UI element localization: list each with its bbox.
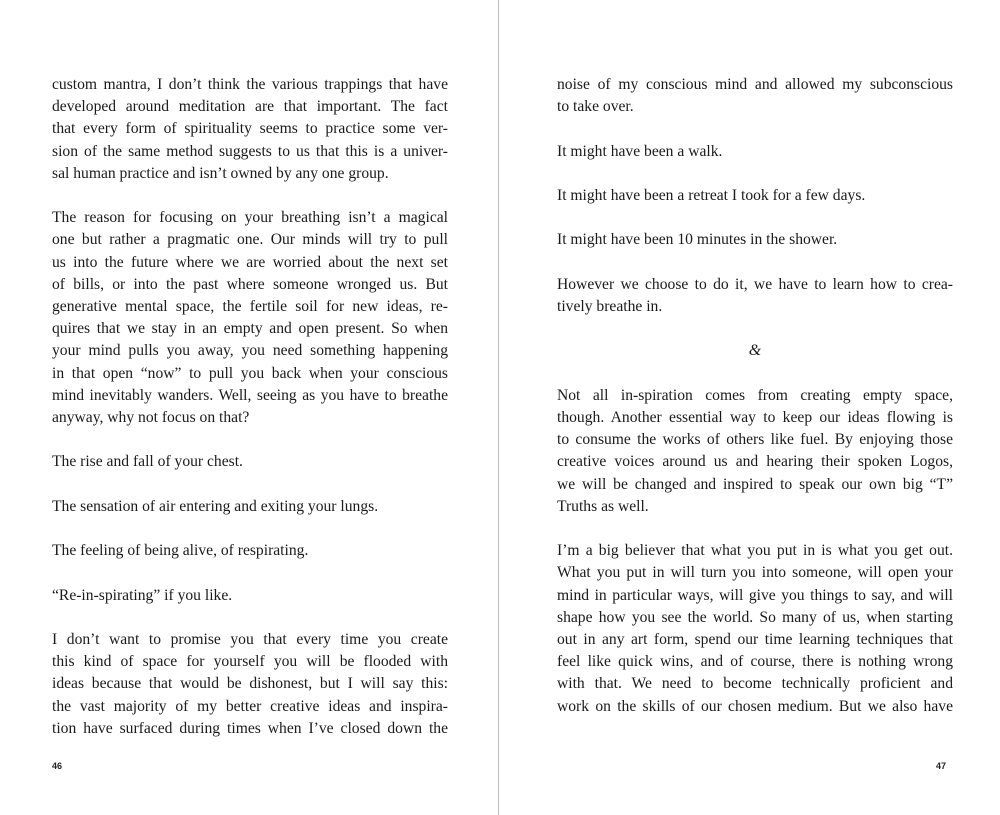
- paragraph: [557, 540, 953, 718]
- text-line: I’m a big believer that what you put in is what you get out.: [557, 542, 953, 560]
- text-line: It might have been a retreat I took for a few days.: [557, 186, 866, 204]
- text-line: us into the future where we are worried about the next set: [52, 253, 448, 271]
- text-line: we will be changed and inspired to speak our own big “T”: [557, 475, 953, 493]
- text-line: though. Another essential way to keep our ideas flowing is: [557, 408, 953, 426]
- text-line: “Re-in-spirating” if you like.: [52, 586, 233, 604]
- text-line: in that open “now” to pull you back when your conscious: [52, 364, 448, 382]
- text-line: to take over.: [557, 98, 634, 116]
- paragraph: [52, 451, 448, 473]
- text-line: tively breathe in.: [557, 297, 663, 315]
- text-line: noise of my conscious mind and allowed my subconscious: [557, 76, 953, 93]
- text-line: Not all in-spiration comes from creating empty space,: [557, 386, 953, 404]
- paragraph: [557, 74, 953, 118]
- text-line: custom mantra, I don’t think the various trappings that have: [52, 76, 448, 93]
- text-line: mind in particular ways, will give you things to say, and will: [557, 586, 953, 604]
- left-page-number: 46: [52, 761, 63, 771]
- text-line: However we choose to do it, we have to learn how to crea-: [557, 275, 953, 293]
- text-line: shape how you see the world. So many of us, when starting: [557, 608, 953, 626]
- right-page-number: 47: [936, 761, 947, 771]
- text-line: The reason for focusing on your breathing isn’t a magical: [52, 209, 448, 227]
- text-line: with that. We need to become technically proficient and: [557, 675, 953, 693]
- text-line: this kind of space for yourself you will be flooded with: [52, 653, 448, 671]
- text-line: It might have been 10 minutes in the shower.: [557, 231, 838, 249]
- text-line: quires that we stay in an empty and open present. So when: [52, 320, 448, 338]
- text-line: to consume the works of others like fuel. By enjoying those: [557, 431, 953, 449]
- text-line: your mind pulls you away, you need something happening: [52, 342, 448, 360]
- text-line: that every form of spirituality seems to practice some ver-: [52, 120, 448, 138]
- text-line: one but rather a pragmatic one. Our minds will try to pull: [52, 231, 448, 249]
- paragraph: [52, 629, 448, 740]
- right-page-body: [557, 74, 953, 740]
- paragraph: [557, 141, 953, 163]
- text-line: The feeling of being alive, of respirating.: [52, 542, 309, 560]
- paragraph: [557, 385, 953, 518]
- section-break-ornament: &: [748, 342, 762, 360]
- text-line: the vast majority of my better creative ideas and inspira-: [52, 697, 448, 715]
- paragraph: [557, 229, 953, 251]
- paragraph: [52, 74, 448, 185]
- text-line: feel like quick wins, and of course, there is nothing wrong: [557, 653, 953, 671]
- text-line: ideas because that would be dishonest, but I will say this:: [52, 675, 448, 693]
- text-line: generative mental space, the fertile soil for new ideas, re-: [52, 298, 448, 316]
- paragraph: [52, 585, 448, 607]
- paragraph: [557, 274, 953, 318]
- text-line: mind inevitably wanders. Well, seeing as you have to breathe: [52, 386, 448, 404]
- text-line: developed around meditation are that important. The fact: [52, 98, 448, 116]
- left-page-body: [52, 74, 448, 762]
- paragraph: [52, 540, 448, 562]
- text-line: The sensation of air entering and exiting your lungs.: [52, 497, 379, 515]
- text-line: of bills, or into the past where someone wronged us. But: [52, 275, 448, 293]
- text-line: work on the skills of our chosen medium. But we also have: [557, 697, 953, 715]
- text-line: anyway, why not focus on that?: [52, 409, 250, 427]
- text-line: It might have been a walk.: [557, 142, 723, 160]
- text-line: I don’t want to promise you that every time you create: [52, 630, 448, 648]
- text-line: out in any art form, spend our time learning techniques that: [557, 630, 953, 648]
- paragraph: [52, 496, 448, 518]
- text-line: What you put in will turn you into someone, will open your: [557, 564, 953, 582]
- paragraph: [557, 185, 953, 207]
- text-line: sion of the same method suggests to us that this is a univer-: [52, 142, 448, 160]
- text-line: sal human practice and isn’t owned by any one group.: [52, 164, 389, 182]
- text-line: creative voices around us and hearing their spoken Logos,: [557, 453, 953, 471]
- page-gutter: [498, 0, 499, 815]
- paragraph: [52, 207, 448, 429]
- text-line: The rise and fall of your chest.: [52, 453, 243, 471]
- text-line: Truths as well.: [557, 497, 649, 515]
- text-line: tion have surfaced during times when I’ve closed down the: [52, 719, 448, 737]
